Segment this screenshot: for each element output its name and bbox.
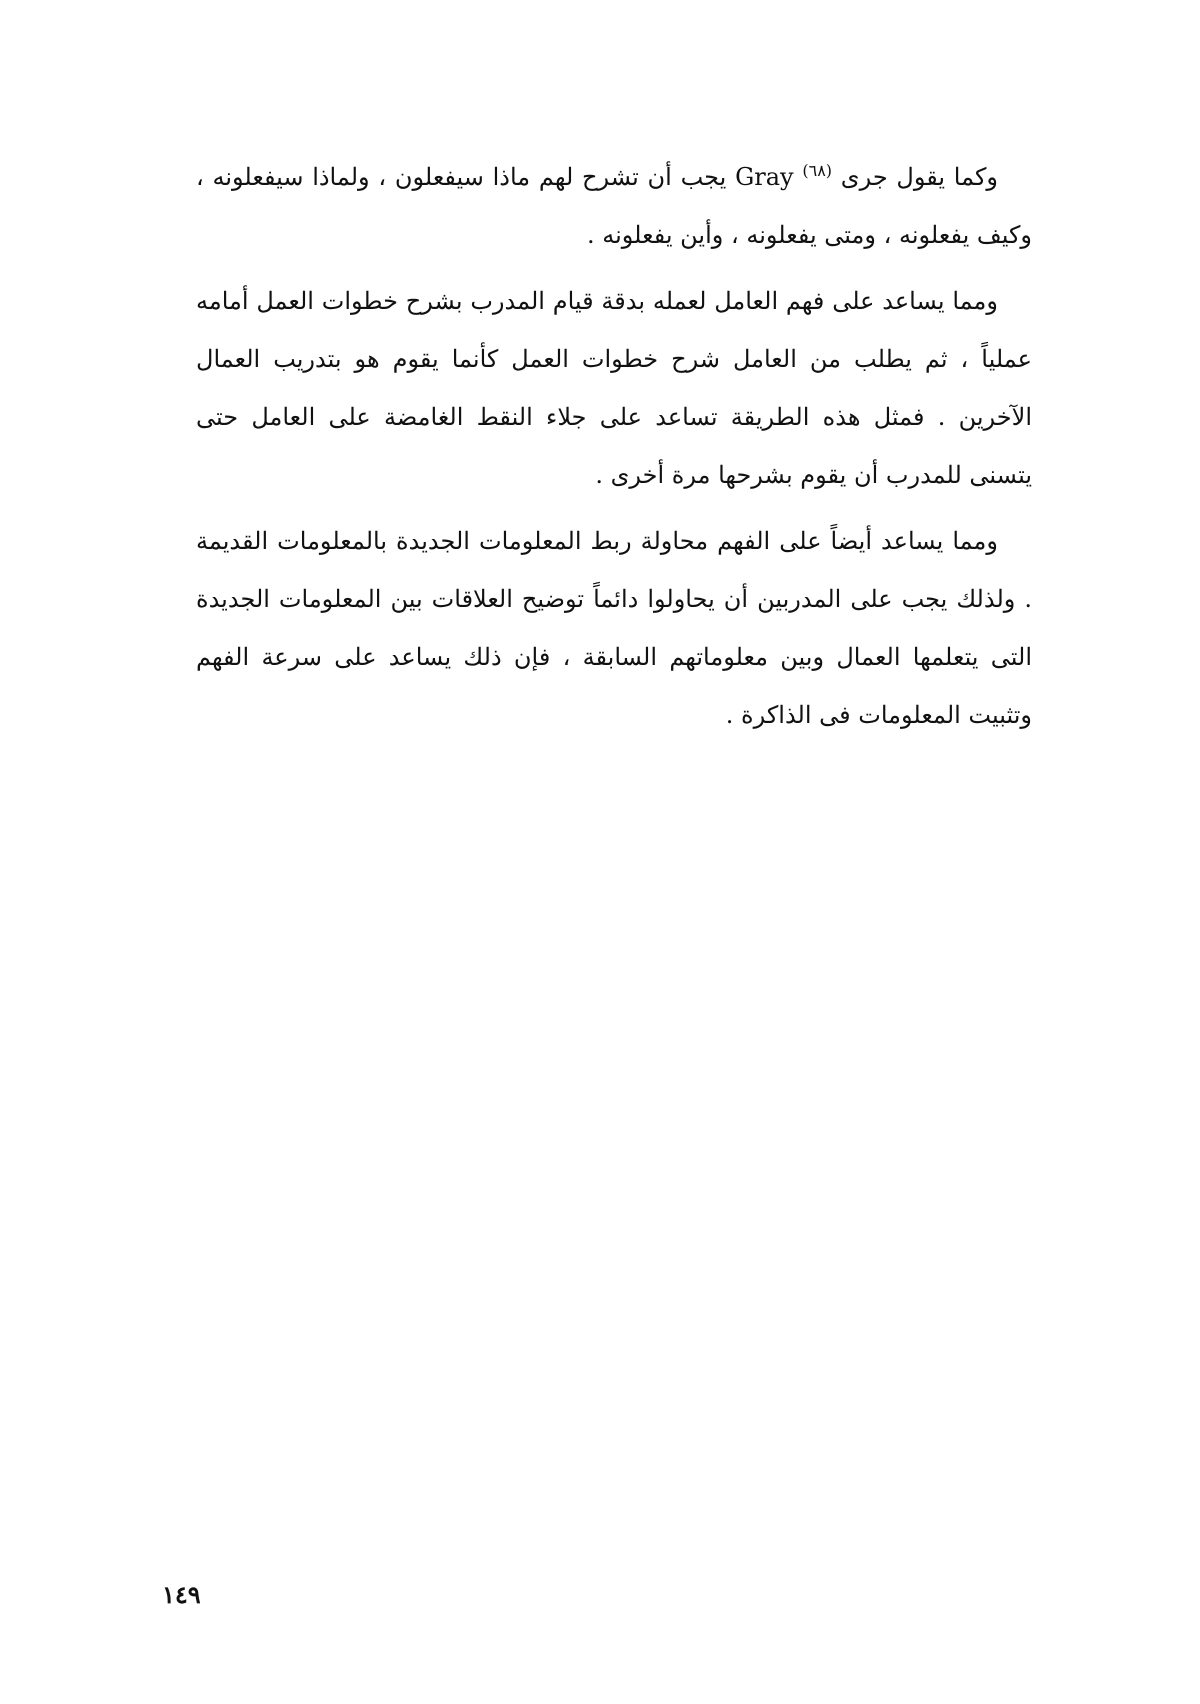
paragraph-1-lead: وكما يقول جرى — [840, 163, 999, 191]
footnote-reference: (٦٨) — [802, 161, 833, 180]
paragraph-linking-information: ومما يساعد أيضاً على الفهم محاولة ربط المعلومات الجديدة بالمعلومات القديمة . ولذلك يجب على المدربين أن يحاولوا دائماً توضيح العلاقات بين المعلومات الجديدة التى يتعلمها العمال وبين معلوماتهم السابقة ، فإن ذلك يساعد على سرعة الفهم وتثبيت المعلومات فى الذاكرة . — [196, 527, 1032, 729]
paragraph-1-body: يجب أن تشرح لهم ماذا سيفعلون ، ولماذا سيفعلونه ، وكيف يفعلونه ، ومتى يفعلونه ، وأين يفعلونه . — [196, 163, 1032, 249]
paragraph-trainer-demonstration: ومما يساعد على فهم العامل لعمله بدقة قيام المدرب بشرح خطوات العمل أمامه عملياً ، ثم يطلب من العامل شرح خطوات العمل كأنما يقوم هو بتدريب العمال الآخرين . فمثل هذه الطريقة تساعد على جلاء النقط الغامضة على العامل حتى يتسنى للمدرب أن يقوم بشرحها مرة أخرى . — [196, 287, 1032, 489]
body-text — [196, 148, 1032, 752]
page-number: ١٤٩ — [162, 1580, 201, 1609]
paragraph-gray-quote — [196, 148, 1032, 264]
author-latin-name: Gray — [735, 163, 794, 191]
